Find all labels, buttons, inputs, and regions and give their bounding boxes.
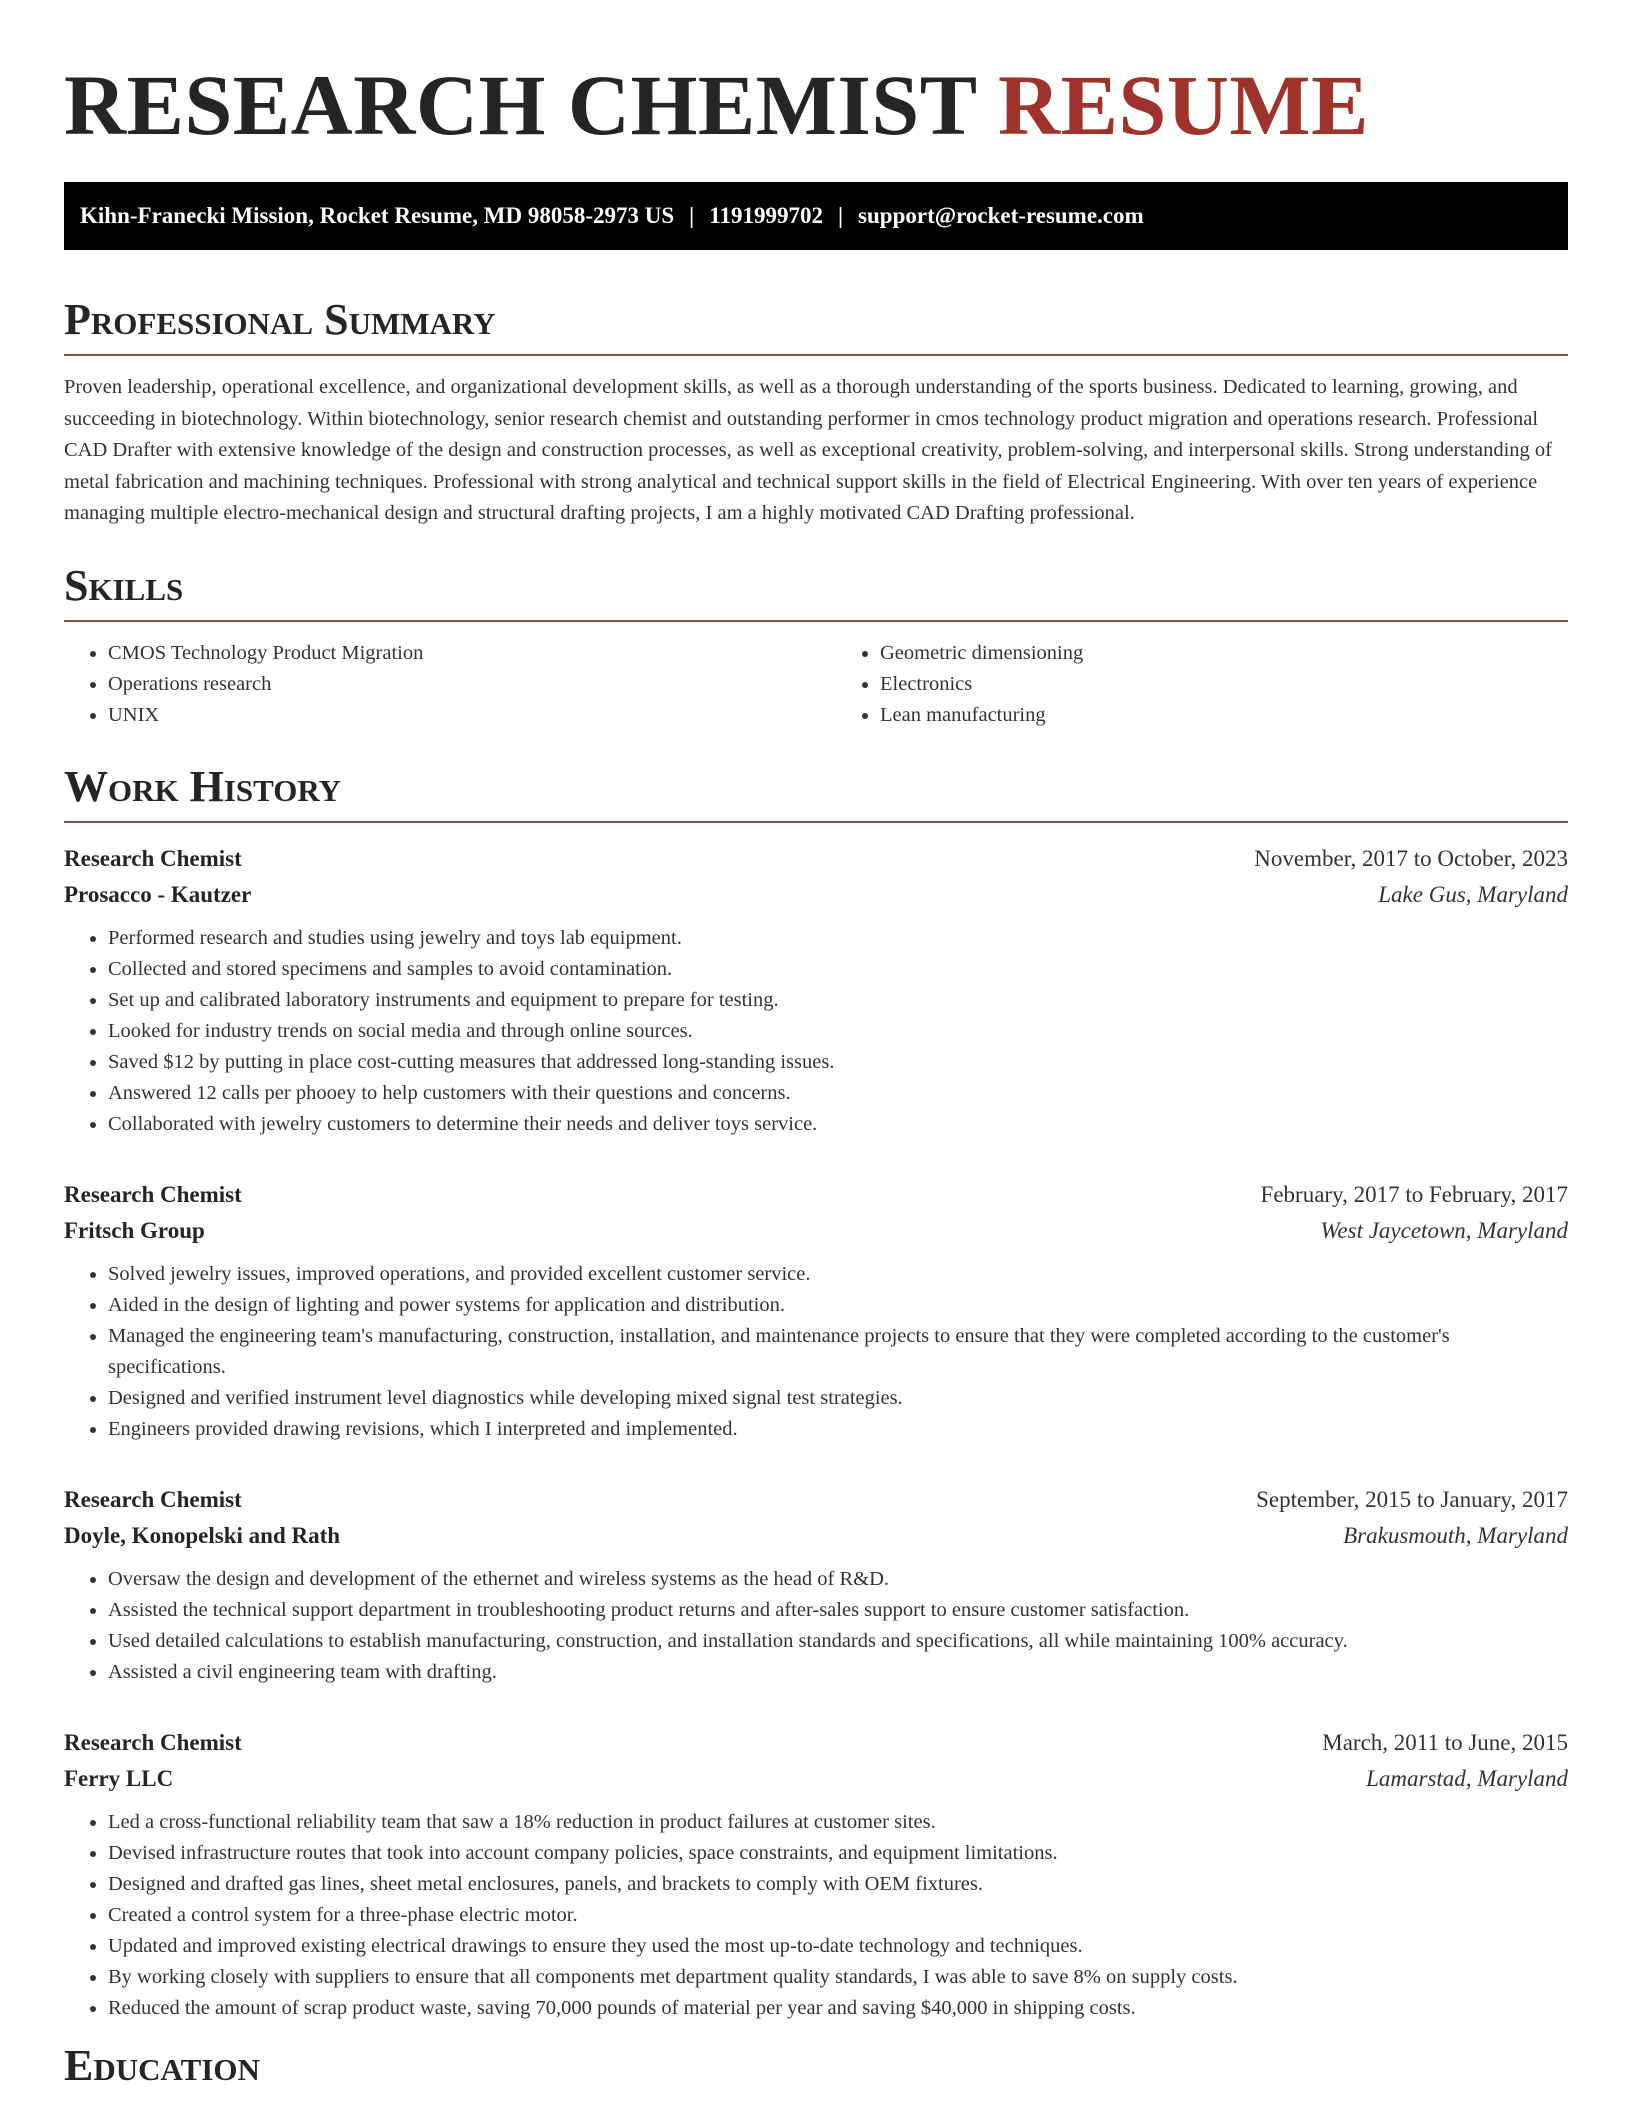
job-company: Fritsch Group bbox=[64, 1217, 205, 1243]
summary-section bbox=[64, 295, 1568, 530]
job-location: Lamarstad, Maryland bbox=[1366, 1765, 1568, 1791]
work-history-section bbox=[64, 761, 1568, 2024]
job-company: Prosacco - Kautzer bbox=[64, 881, 252, 907]
title-accent: RESUME bbox=[998, 57, 1369, 153]
job-bullet: • By working closely with suppliers to ensure that all components met department quality standards, I was able to save 8% on supply costs. bbox=[108, 1962, 1568, 1993]
work-history-heading: Work History bbox=[64, 765, 1568, 823]
job-company-row bbox=[64, 877, 1568, 913]
job-company-row bbox=[64, 1213, 1568, 1249]
skill-item: • UNIX bbox=[108, 700, 796, 731]
job-bullet: • Collected and stored specimens and samples to avoid contamination. bbox=[108, 954, 1568, 985]
job-bullets bbox=[64, 1807, 1568, 2024]
job-role: Research Chemist bbox=[64, 845, 242, 871]
contact-address: Kihn-Franecki Mission, Rocket Resume, MD 98058-2973 US bbox=[80, 203, 675, 228]
job-company: Ferry LLC bbox=[64, 1765, 174, 1791]
job-bullet: • Reduced the amount of scrap product waste, saving 70,000 pounds of material per year and saving $40,000 in shipping costs. bbox=[108, 1993, 1568, 2024]
job-bullet: • Performed research and studies using jewelry and toys lab equipment. bbox=[108, 923, 1568, 954]
job-bullet: • Solved jewelry issues, improved operations, and provided excellent customer service. bbox=[108, 1259, 1568, 1290]
job-bullet: • Updated and improved existing electrical drawings to ensure they used the most up-to-date technology and techniques. bbox=[108, 1931, 1568, 1962]
job-bullet: • Managed the engineering team's manufacturing, construction, installation, and maintenance projects to ensure that they were completed according to the customer's specifications. bbox=[108, 1321, 1568, 1383]
skill-item: • Operations research bbox=[108, 669, 796, 700]
job-entry bbox=[64, 1177, 1568, 1445]
education-section bbox=[64, 2040, 1568, 2100]
job-bullet: • Assisted the technical support department in troubleshooting product returns and after-sales support to ensure customer satisfaction. bbox=[108, 1595, 1568, 1626]
job-company: Doyle, Konopelski and Rath bbox=[64, 1522, 341, 1548]
job-bullets bbox=[64, 923, 1568, 1140]
job-bullet: • Led a cross-functional reliability team that saw a 18% reduction in product failures at customer sites. bbox=[108, 1807, 1568, 1838]
contact-separator: | bbox=[837, 203, 844, 228]
job-entry bbox=[64, 1725, 1568, 2024]
education-heading: Education bbox=[64, 2040, 260, 2090]
job-bullet: • Devised infrastructure routes that took into account company policies, space constraints, and equipment limitations. bbox=[108, 1838, 1568, 1869]
skills-grid bbox=[64, 638, 1568, 731]
job-role: Research Chemist bbox=[64, 1729, 242, 1755]
contact-email: support@rocket-resume.com bbox=[858, 203, 1144, 228]
skill-item: • Electronics bbox=[880, 669, 1568, 700]
job-bullet: • Answered 12 calls per phooey to help customers with their questions and concerns. bbox=[108, 1078, 1568, 1109]
job-dates: March, 2011 to June, 2015 bbox=[1322, 1729, 1568, 1755]
skills-heading: Skills bbox=[64, 564, 1568, 622]
skill-item: • Lean manufacturing bbox=[880, 700, 1568, 731]
job-company-row bbox=[64, 1761, 1568, 1797]
job-location: West Jaycetown, Maryland bbox=[1320, 1217, 1568, 1243]
job-bullets bbox=[64, 1564, 1568, 1688]
job-bullet: • Used detailed calculations to establish manufacturing, construction, and installation standards and specifications, all while maintaining 100% accuracy. bbox=[108, 1626, 1568, 1657]
job-bullet: • Oversaw the design and development of the ethernet and wireless systems as the head of R&D. bbox=[108, 1564, 1568, 1595]
job-bullets bbox=[64, 1259, 1568, 1445]
job-bullet: • Created a control system for a three-phase electric motor. bbox=[108, 1900, 1568, 1931]
job-bullet: • Looked for industry trends on social media and through online sources. bbox=[108, 1016, 1568, 1047]
title-main: RESEARCH CHEMIST bbox=[64, 57, 977, 153]
job-role: Research Chemist bbox=[64, 1181, 242, 1207]
job-bullet: • Saved $12 by putting in place cost-cutting measures that addressed long-standing issues. bbox=[108, 1047, 1568, 1078]
job-header-row bbox=[64, 1177, 1568, 1213]
contact-bar bbox=[64, 182, 1568, 250]
job-bullet: • Designed and drafted gas lines, sheet metal enclosures, panels, and brackets to comply with OEM fixtures. bbox=[108, 1869, 1568, 1900]
job-dates: November, 2017 to October, 2023 bbox=[1254, 845, 1568, 871]
job-role: Research Chemist bbox=[64, 1486, 242, 1512]
summary-text: Proven leadership, operational excellence, and organizational development skills, as well as a thorough understanding of the sports business. Dedicated to learning, growing, and succeeding in biotechnology. Within biotechnology, senior research chemist and outstanding performer in cmos technology product migration and operations research. Professional CAD Drafter with extensive knowledge of the design and construction processes, as well as exceptional creativity, problem-solving, and interpersonal skills. Strong understanding of metal fabrication and machining techniques. Professional with strong analytical and technical support skills in the field of Electrical Engineering. With over ten years of experience managing multiple electro-mechanical design and structural drafting projects, I am a highly motivated CAD Drafting professional. bbox=[64, 376, 1552, 524]
job-header-row bbox=[64, 841, 1568, 877]
job-dates: February, 2017 to February, 2017 bbox=[1260, 1181, 1568, 1207]
skills-list-right bbox=[836, 638, 1568, 731]
job-bullet: • Assisted a civil engineering team with drafting. bbox=[108, 1657, 1568, 1688]
job-entry bbox=[64, 841, 1568, 1140]
contact-separator: | bbox=[689, 203, 695, 228]
job-header-row bbox=[64, 1725, 1568, 1761]
contact-phone: 1191999702 bbox=[709, 203, 823, 228]
page-title bbox=[64, 57, 1568, 153]
job-company-row bbox=[64, 1518, 1568, 1554]
summary-heading: Professional Summary bbox=[64, 298, 1568, 356]
skill-item: • Geometric dimensioning bbox=[880, 638, 1568, 669]
job-bullet: • Aided in the design of lighting and power systems for application and distribution. bbox=[108, 1290, 1568, 1321]
job-location: Brakusmouth, Maryland bbox=[1343, 1522, 1568, 1548]
job-entry bbox=[64, 1482, 1568, 1688]
skill-item: • CMOS Technology Product Migration bbox=[108, 638, 796, 669]
job-location: Lake Gus, Maryland bbox=[1378, 881, 1568, 907]
job-dates: September, 2015 to January, 2017 bbox=[1256, 1486, 1568, 1512]
job-bullet: • Set up and calibrated laboratory instruments and equipment to prepare for testing. bbox=[108, 985, 1568, 1016]
job-bullet: • Designed and verified instrument level diagnostics while developing mixed signal test strategies. bbox=[108, 1383, 1568, 1414]
job-bullet: • Collaborated with jewelry customers to determine their needs and deliver toys service. bbox=[108, 1109, 1568, 1140]
job-bullet: • Engineers provided drawing revisions, which I interpreted and implemented. bbox=[108, 1414, 1568, 1445]
skills-section bbox=[64, 560, 1568, 731]
job-header-row bbox=[64, 1482, 1568, 1518]
skills-list-left bbox=[64, 638, 796, 731]
